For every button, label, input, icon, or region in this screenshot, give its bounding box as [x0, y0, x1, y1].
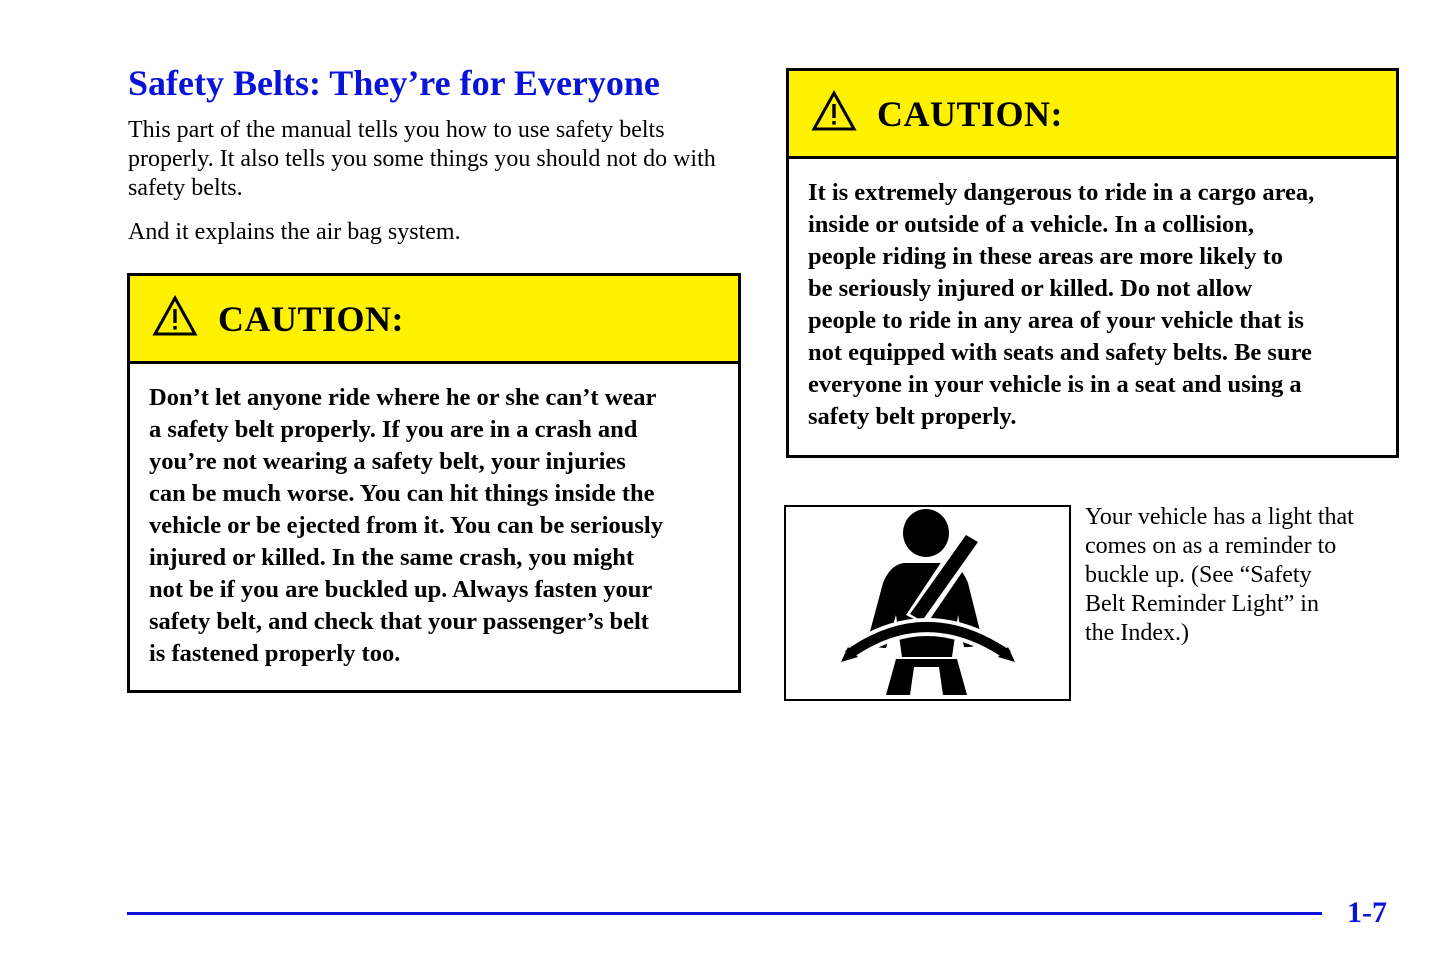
caution-label: CAUTION: [877, 93, 1064, 134]
caution-header [130, 276, 738, 364]
caution-header [789, 71, 1396, 159]
safety-belt-reminder-icon [784, 505, 1071, 701]
intro-paragraph: This part of the manual tells you how to use safety belts properly. It also tells you some things you should not do with safety belts. [128, 117, 716, 201]
footer-divider [127, 912, 1322, 915]
caution-box-cargo [786, 68, 1399, 458]
reminder-light-text: Your vehicle has a light that comes on as a reminder to buckle up. (See “Safety Belt Reminder Light” in the Index.) [1085, 504, 1354, 646]
caution-body-text: It is extremely dangerous to ride in a cargo area, inside or outside of a vehicle. In a collision, people riding in these areas are more likely to be seriously injured or killed. Do not allow people to ride in any area of your vehicle that is not equipped with seats and safety belts. Be sure everyone in your vehicle is in a seat and using a safety belt properly. [808, 179, 1315, 430]
intro-paragraph-airbag: And it explains the air bag system. [128, 219, 461, 245]
warning-triangle-icon [152, 295, 198, 342]
page-number: 1-7 [1347, 896, 1387, 929]
caution-body-text: Don’t let anyone ride where he or she can’t wear a safety belt properly. If you are in a crash and you’re not wearing a safety belt, your injuries can be much worse. You can hit things inside the vehicle or be ejected from it. You can be seriously injured or killed. In the same crash, you might not be if you are buckled up. Always fasten your safety belt, and check that your passenger’s belt is fastened properly too. [149, 384, 663, 667]
caution-label: CAUTION: [218, 298, 405, 339]
page-title: Safety Belts: They’re for Everyone [128, 63, 660, 103]
warning-triangle-icon [811, 90, 857, 137]
caution-box-riding [127, 273, 741, 693]
